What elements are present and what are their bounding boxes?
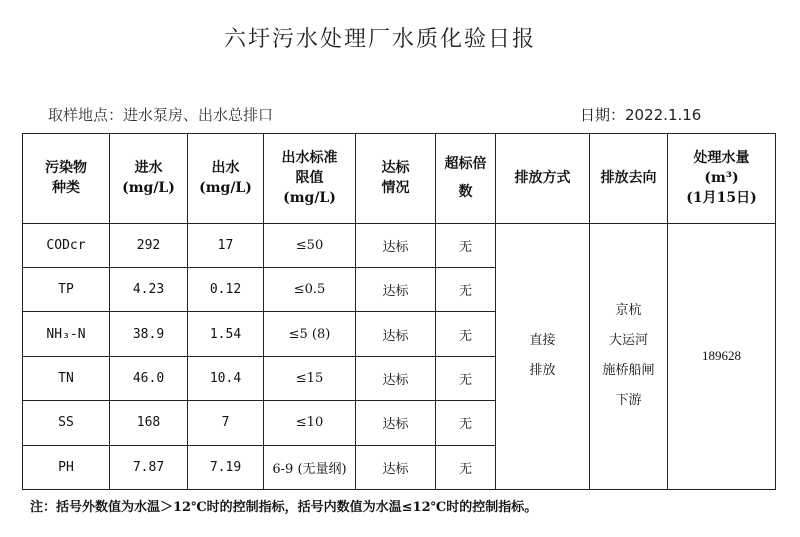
header-inflow: 进水 (mg/L) xyxy=(110,134,188,224)
cell-inflow: 168 xyxy=(110,401,188,445)
cell-compliance: 达标 xyxy=(356,312,436,356)
cell-pollutant: NH₃-N xyxy=(23,312,110,356)
header-compliance: 达标 情况 xyxy=(356,134,436,224)
header-discharge-destination: 排放去向 xyxy=(590,134,668,224)
cell-exceed: 无 xyxy=(436,268,496,312)
header-pollutant: 污染物 种类 xyxy=(23,134,110,224)
header-volume: 处理水量 (m³) (1月15日) xyxy=(668,134,776,224)
report-date: 日期：2022.1.16 xyxy=(580,106,702,124)
cell-standard: ≤0.5 xyxy=(264,268,356,312)
cell-pollutant: PH xyxy=(23,445,110,489)
cell-compliance: 达标 xyxy=(356,356,436,400)
cell-standard: ≤50 xyxy=(264,223,356,267)
cell-compliance: 达标 xyxy=(356,223,436,267)
cell-inflow: 46.0 xyxy=(110,356,188,400)
cell-pollutant: TN xyxy=(23,356,110,400)
cell-outflow: 10.4 xyxy=(188,356,264,400)
table-row xyxy=(23,223,776,267)
cell-exceed: 无 xyxy=(436,223,496,267)
header-standard: 出水标准 限值 (mg/L) xyxy=(264,134,356,224)
cell-compliance: 达标 xyxy=(356,268,436,312)
discharge-method-cell: 直接 排放 xyxy=(496,223,590,489)
cell-exceed: 无 xyxy=(436,312,496,356)
cell-outflow: 17 xyxy=(188,223,264,267)
report-title: 六圩污水处理厂水质化验日报 xyxy=(223,27,536,52)
cell-outflow: 0.12 xyxy=(188,268,264,312)
header-discharge-method: 排放方式 xyxy=(496,134,590,224)
cell-inflow: 38.9 xyxy=(110,312,188,356)
header-row xyxy=(23,134,776,224)
cell-outflow: 7 xyxy=(188,401,264,445)
cell-standard: ≤10 xyxy=(264,401,356,445)
cell-pollutant: TP xyxy=(23,268,110,312)
cell-outflow: 7.19 xyxy=(188,445,264,489)
footnote: 注：括号外数值为水温＞12℃时的控制指标，括号内数值为水温≤12℃时的控制指标。 xyxy=(30,500,538,515)
cell-exceed: 无 xyxy=(436,401,496,445)
cell-inflow: 7.87 xyxy=(110,445,188,489)
cell-pollutant: SS xyxy=(23,401,110,445)
cell-standard: ≤15 xyxy=(264,356,356,400)
sampling-location: 取样地点：进水泵房、出水总排口 xyxy=(48,106,274,124)
cell-inflow: 4.23 xyxy=(110,268,188,312)
cell-pollutant: CODcr xyxy=(23,223,110,267)
discharge-destination-cell: 京杭 大运河 施桥船闸 下游 xyxy=(590,223,668,489)
header-outflow: 出水 (mg/L) xyxy=(188,134,264,224)
cell-standard: ≤5 (8) xyxy=(264,312,356,356)
cell-exceed: 无 xyxy=(436,445,496,489)
cell-outflow: 1.54 xyxy=(188,312,264,356)
cell-compliance: 达标 xyxy=(356,401,436,445)
treated-volume-cell: 189628 xyxy=(668,223,776,489)
header-exceed: 超标倍 数 xyxy=(436,134,496,224)
cell-exceed: 无 xyxy=(436,356,496,400)
cell-standard: 6-9 (无量纲) xyxy=(264,445,356,489)
cell-inflow: 292 xyxy=(110,223,188,267)
water-quality-table xyxy=(22,133,776,490)
cell-compliance: 达标 xyxy=(356,445,436,489)
